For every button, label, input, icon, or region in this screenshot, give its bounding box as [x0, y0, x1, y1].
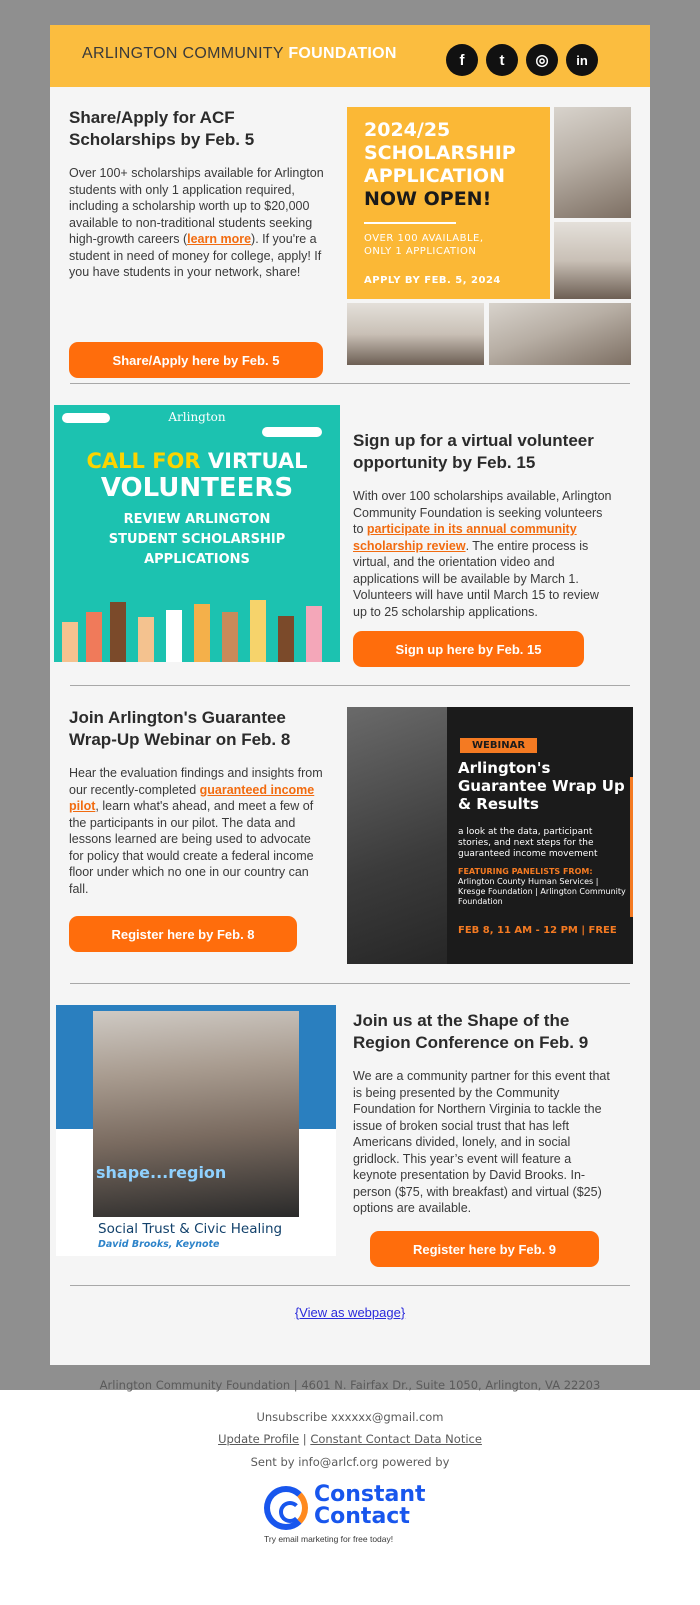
section-divider: [70, 983, 630, 984]
sent-by-text: Sent by info@arlcf.org powered by: [250, 1455, 450, 1469]
scholarship-photo: [489, 303, 631, 365]
twitter-icon[interactable]: t: [486, 44, 518, 76]
scholarship-apply-button[interactable]: Share/Apply here by Feb. 5: [69, 342, 323, 378]
section-divider: [70, 383, 630, 384]
scholarship-photo: [554, 107, 631, 218]
conference-register-button[interactable]: Register here by Feb. 9: [370, 1231, 599, 1267]
data-notice-link[interactable]: Constant Contact Data Notice: [310, 1432, 482, 1446]
volunteer-promo-image[interactable]: Arlington CALL FOR VIRTUAL VOLUNTEERS REVIEW ARLINGTON STUDENT SCHOLARSHIP APPLICATIONS: [54, 405, 340, 662]
webinar-promo-image[interactable]: WEBINAR Arlington's Guarantee Wrap Up & Results a look at the data, participant stories, and next steps for the guaranteed income movement FEATURING PANELISTS FROM: Arlington County Human Services | Kresge Foundation | Arlington Community Foundation FEB 8, 11 AM - 12 PM | FREE: [347, 707, 633, 964]
scholarship-photo: [554, 222, 631, 299]
constant-contact-logo[interactable]: Constant Contact Try email marketing for free today!: [264, 1482, 426, 1544]
scholarship-body: Over 100+ scholarships available for Arlington students with only 1 application required, including a scholarship worth up to $20,000 available to non-traditional students seeking high-growth careers (learn more). If you're a student in need of money for college, apply! If you have students in your network, share!: [69, 166, 324, 279]
email-card: [50, 25, 650, 1365]
webinar-photo: [347, 707, 447, 964]
scholarship-review-link[interactable]: participate in its annual community scholarship review: [353, 522, 577, 553]
webinar-section: [50, 705, 650, 985]
footer-address-line: Arlington Community Foundation | 4601 N. Fairfax Dr., Suite 1050, Arlington, VA 22203: [99, 1378, 601, 1392]
update-profile-link[interactable]: Update Profile: [218, 1432, 300, 1446]
instagram-icon[interactable]: ◎: [526, 44, 558, 76]
facebook-icon[interactable]: f: [446, 44, 478, 76]
email-header: [50, 25, 650, 87]
volunteer-section: [50, 403, 650, 683]
scholarship-section: [50, 87, 650, 407]
scholarship-photo: [347, 303, 484, 365]
scholarship-title: Share/Apply for ACF Scholarships by Feb. 5: [69, 108, 255, 149]
conference-section: [50, 1003, 650, 1283]
view-as-webpage-link[interactable]: {View as webpage}: [294, 1305, 406, 1320]
webinar-body: Hear the evaluation findings and insights from our recently-completed guaranteed income pilot, learn what's ahead, and meet a few of the participants in our pilot. The data and lessons learned are being used to advocate for policy that would create a federal income floor under which no one in our country can fall.: [69, 766, 323, 896]
constant-contact-icon: [264, 1486, 308, 1530]
raised-hands-icon: [54, 582, 340, 662]
david-brooks-photo: [93, 1011, 299, 1217]
section-divider: [70, 1285, 630, 1286]
guaranteed-income-link[interactable]: guaranteed income pilot: [69, 782, 315, 813]
conference-body: We are a community partner for this event that is being presented by the Community Foundation for Northern Virginia to tackle the issue of broken social trust that has left Americans divided, lonely, and in social gridlock. This year’s event will feature a keynote presentation by David Brooks. In-person ($75, with breakfast) and virtual ($25) options are available.: [353, 1069, 610, 1215]
webinar-title: Join Arlington's Guarantee Wrap-Up Webinar on Feb. 8: [69, 708, 291, 749]
section-divider: [70, 685, 630, 686]
webinar-register-button[interactable]: Register here by Feb. 8: [69, 916, 297, 952]
volunteer-body: With over 100 scholarships available, Arlington Community Foundation is seeking volunteers to participate in its annual community scholarship review. The entire process is virtual, and the orientation video and applications will be available by March 1. Volunteers will have until March 15 to review up to 25 scholarship applications.: [353, 489, 612, 619]
volunteer-signup-button[interactable]: Sign up here by Feb. 15: [353, 631, 584, 667]
conference-promo-image[interactable]: shape...region Social Trust & Civic Healing David Brooks, Keynote: [56, 1005, 336, 1256]
social-links: [446, 44, 598, 76]
unsubscribe-link[interactable]: Unsubscribe xxxxxx@gmail.com: [256, 1410, 444, 1424]
scholarship-promo-image[interactable]: 2024/25 SCHOLARSHIP APPLICATION NOW OPEN! OVER 100 AVAILABLE, ONLY 1 APPLICATION APPLY BY FEB. 5, 2024: [347, 107, 550, 299]
brand-name: ARLINGTON COMMUNITY FOUNDATION: [82, 45, 397, 62]
volunteer-title: Sign up for a virtual volunteer opportunity by Feb. 15: [353, 431, 594, 472]
learn-more-link[interactable]: learn more: [187, 232, 252, 246]
linkedin-icon[interactable]: in: [566, 44, 598, 76]
conference-title: Join us at the Shape of the Region Conference on Feb. 9: [353, 1011, 589, 1052]
